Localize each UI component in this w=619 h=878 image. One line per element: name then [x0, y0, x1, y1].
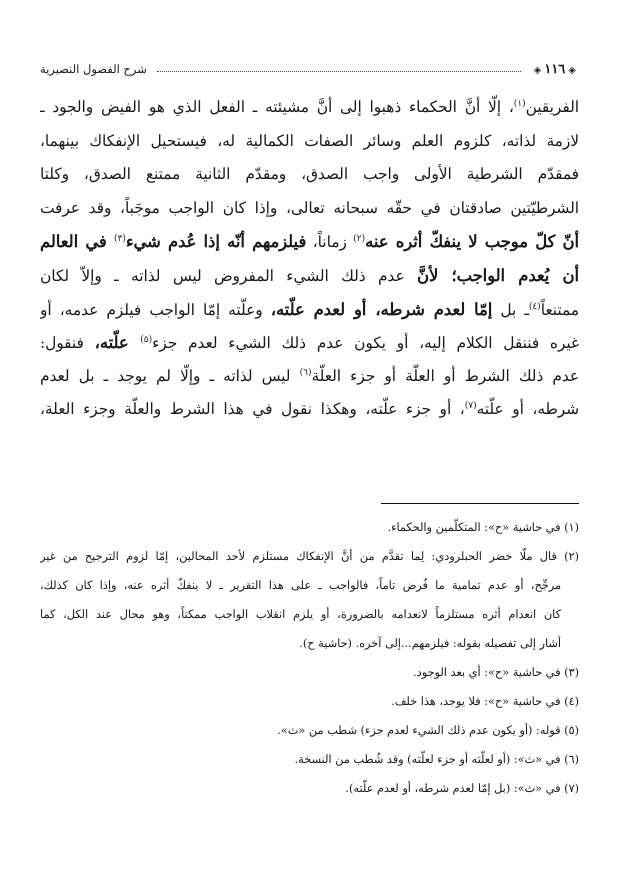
footnote: (٣) في حاشية «ح»: أي بعد الوجود. [413, 666, 579, 679]
footnote-ref[interactable]: (١) [513, 99, 526, 109]
text-line: لازمة لذاته، كلزوم العلم وسائر الصفات الكمالية له، فيستحيل الإنفكاك بينهما، [40, 131, 579, 150]
running-header [40, 56, 579, 82]
footnote-ref[interactable]: (٦) [299, 367, 312, 378]
footnote: (٤) في حاشية «ح»: فلا يوجد، هذا خلف. [391, 695, 579, 708]
text-line: عدم ذلك الشرط أو العلّة أو جزء العلّة$^{(٦)}$ ليس لذاته ـ وإلّا لم يوجد ـ بل لعدم [40, 366, 579, 385]
footnote-ref[interactable]: (٢) [353, 234, 366, 245]
footnote-separator [381, 503, 579, 504]
header-dotted-leader [157, 71, 521, 72]
book-title: شرح الفصول النصيرية [40, 62, 147, 76]
footnote-ref[interactable]: (٤) [528, 301, 541, 312]
text-line: ممتنعاً$^{(٤)}$ـ بل إمّا لعدم شرطه، أو لعدم علّته، وعلّته إمّا الواجب فيلزم عدمه، أو [40, 299, 579, 319]
footnote-ref[interactable]: (٥) [140, 335, 153, 346]
footnote-continuation: مرجِّح، أو عدم تمامية ما فُرض تاماً، فالواجب ـ على هذا التقرير ـ لا ينفكّ أثره عنه، وإذا كان كذلك، [40, 579, 561, 592]
text-line: شرطه، أو علّته$^{(٧)}$، أو جزء علّته، وهكذا نقول في هذا الشرط والعلّة وجزء العلة، [40, 400, 579, 419]
main-text [40, 91, 579, 427]
page-number: ◈١١٦◈ [531, 62, 579, 77]
left-ornament-icon: ◈ [568, 64, 576, 76]
right-ornament-icon: ◈ [533, 64, 542, 76]
footnote: (١) في حاشية «ح»: المتكلّمين والحكماء. [387, 521, 579, 534]
footnote: (٧) في «ث»: (بل إمّا لعدم شرطه، أو لعدم علّته). [345, 782, 579, 795]
footnote: (٢) قال ملّا خضر الحبلرودي: لِما تقدَّم من أنَّ الإنفكاك مستلزم لأحد المحالين، إمّا لزوم الترجيح من غير [40, 550, 579, 563]
text-line: الشرطيّتين صادقتان في حقّه سبحانه تعالى، وإذا كان الواجب موجَباً، وقد عرفت [40, 198, 579, 217]
footnote: (٥) قوله: (أو يكون عدم ذلك الشيء لعدم جزء) شطب من «ث». [277, 724, 579, 737]
text-line: أنّ كلّ موجب لا ينفكّ أثره عنه$^{(٢)}$ زماناً، فيلزمهم أنّه إذا عُدم شيء$^{(٣)}$ في العالم [40, 232, 579, 252]
text-line: الفريقين$^{(١)}$، إلّا أنَّ الحكماء ذهبوا إلى أنَّ مشيئته ـ الفعل الذي هو الفيض والجود ـ [40, 98, 579, 116]
text-line: أن يُعدم الواجب؛ لأنَّ عدم ذلك الشيء المفروض ليس لذاته ـ وإلاّ لكان [40, 265, 579, 285]
text-line: غيره فننقل الكلام إليه، أو يكون عدم ذلك الشيء لعدم جزء$^{(٥)}$ علّته، فنقول: [40, 333, 579, 353]
footnote-ref[interactable]: (٣) [113, 234, 126, 245]
text-line: فمقدّم الشرطية الأولى واجب الصدق، ومقدّم الثانية ممتنع الصدق، وكلتا [40, 165, 579, 184]
footnotes [40, 513, 579, 803]
footnote: (٦) في «ث»: (أو لعلّته أو جزء لعلّته) وقد شُطب من النسخة. [294, 753, 579, 766]
footnote-ref[interactable]: (٧) [464, 401, 477, 412]
footnote-continuation: كان انعدام أثره مستلزماً لانعدامه بالضرورة، أو يلزم انقلاب الواجب ممكناً، وهو محال عند الكل، كما [40, 608, 561, 621]
footnote-continuation: أشار إلى تفصيله بقوله: فيلزمهم...إلى آخره. (حاشية ح). [299, 637, 561, 650]
